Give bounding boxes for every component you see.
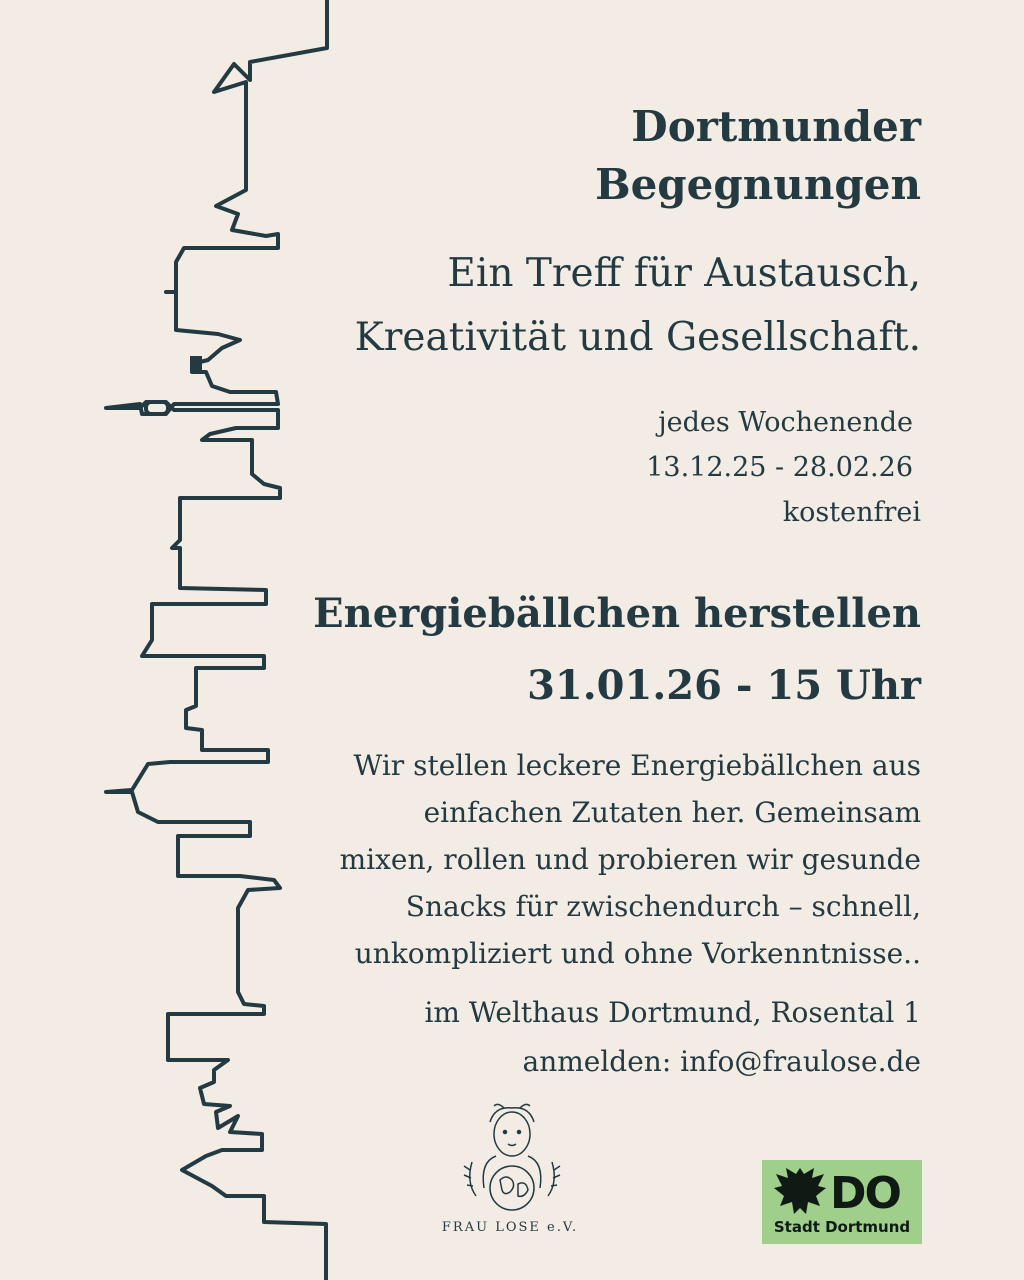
title-line-1: Dortmunder: [631, 102, 921, 151]
location-address: im Welthaus Dortmund, Rosental 1: [424, 996, 921, 1029]
event-date-time: 31.01.26 - 15 Uhr: [527, 662, 921, 709]
event-series-subtitle: [281, 242, 921, 370]
description-line: mixen, rollen und probieren wir gesunde: [339, 843, 921, 876]
registration-contact: anmelden: info@fraulose.de: [522, 1045, 921, 1078]
description-line: unkompliziert und ohne Vorkenntnisse..: [354, 937, 921, 970]
stadt-dortmund-logo: [762, 1160, 922, 1244]
subtitle-line-2: Kreativität und Gesellschaft.: [354, 315, 921, 360]
event-series-title: [321, 98, 921, 214]
schedule-price: kostenfrei: [782, 497, 921, 528]
description-line: einfachen Zutaten her. Gemeinsam: [423, 796, 921, 829]
title-line-2: Begegnungen: [595, 160, 921, 209]
event-description: [301, 742, 921, 977]
city-short-name: DO: [830, 1168, 900, 1219]
frau-lose-caption: FRAU LOSE e.V.: [441, 1220, 579, 1235]
subtitle-line-1: Ein Treff für Austausch,: [447, 251, 921, 296]
description-line: Wir stellen leckere Energiebällchen aus: [353, 749, 921, 782]
description-line: Snacks für zwischendurch – schnell,: [405, 890, 921, 923]
eagle-crest-icon: [770, 1164, 830, 1220]
event-name: Energiebällchen herstellen: [313, 590, 921, 637]
frau-lose-logo: [440, 1100, 590, 1250]
city-name: Stadt Dortmund: [773, 1218, 911, 1236]
schedule-info: [501, 400, 921, 535]
event-heading: [281, 578, 921, 722]
location-info: [301, 988, 921, 1086]
schedule-period: 13.12.25 - 28.02.26: [646, 452, 913, 483]
schedule-frequency: jedes Wochenende: [658, 407, 913, 438]
frau-lose-emblem-icon: [440, 1100, 580, 1218]
